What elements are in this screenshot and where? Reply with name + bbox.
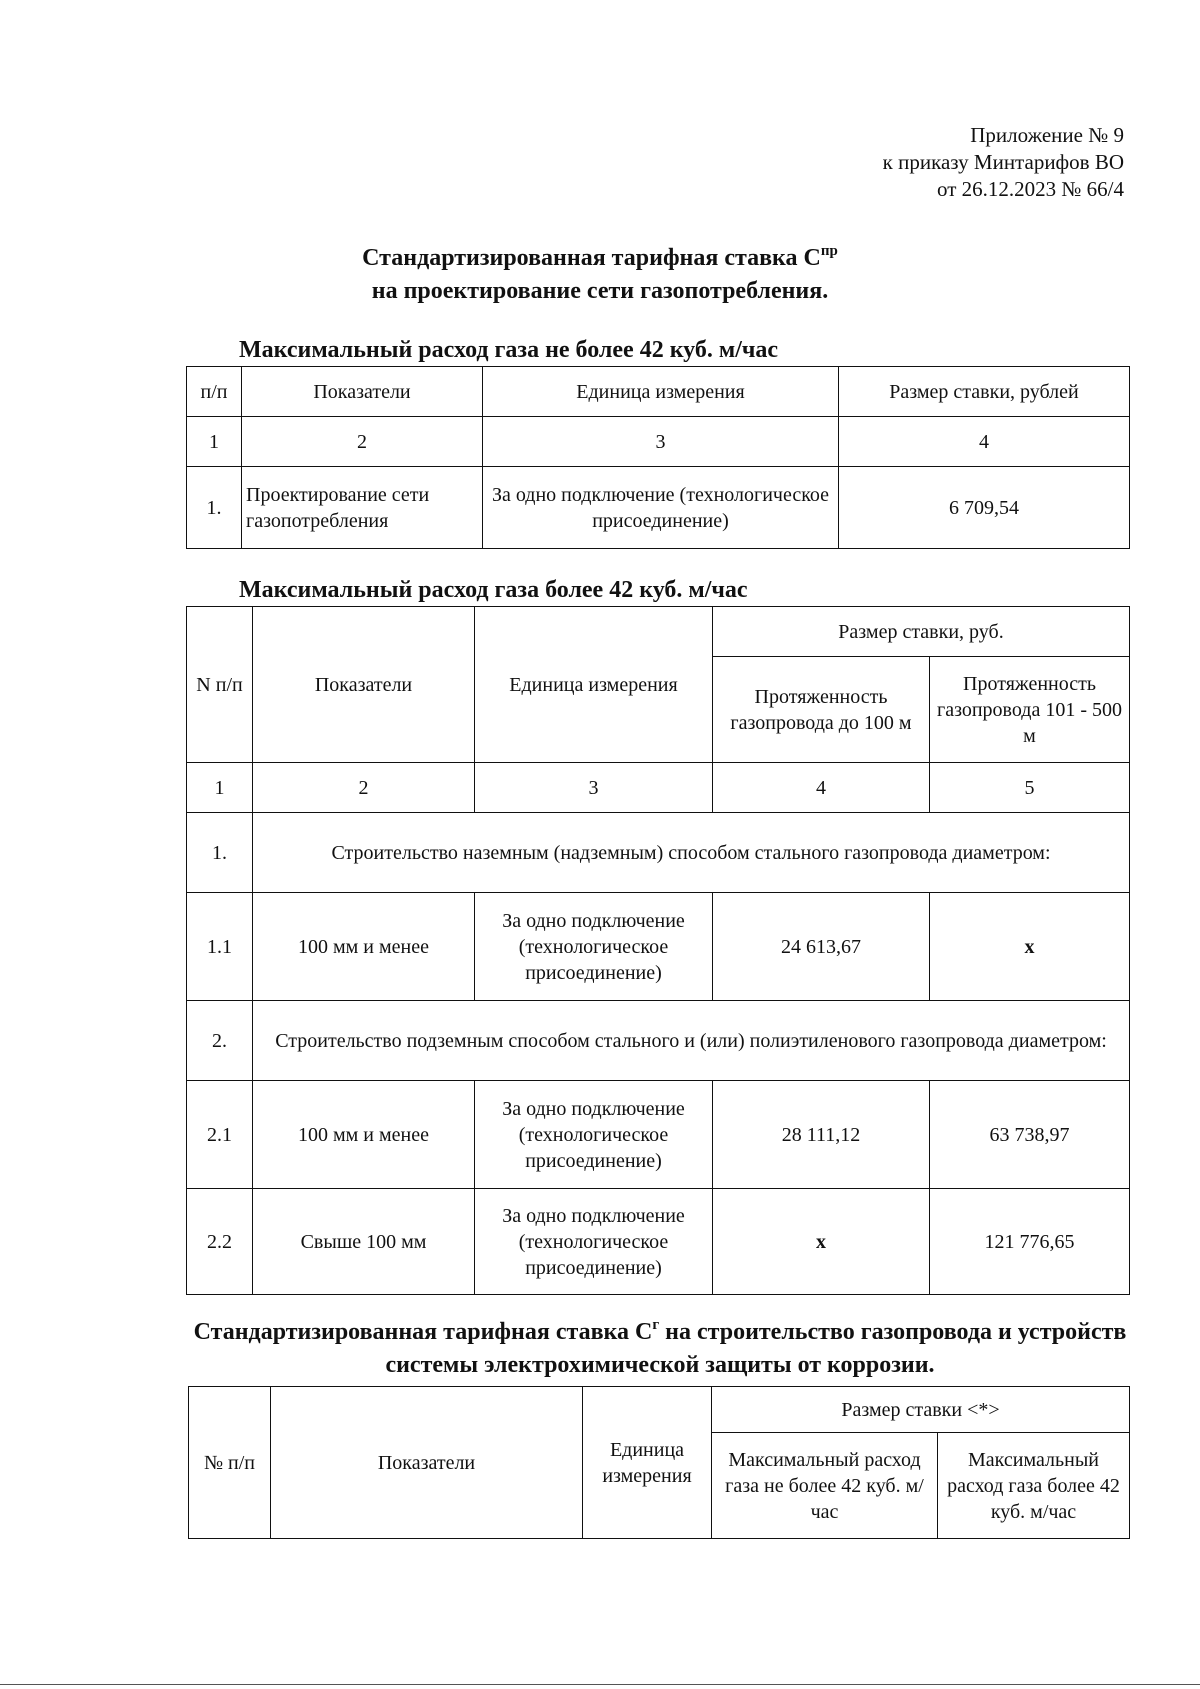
col-number: 4	[713, 763, 930, 813]
column-number-row	[187, 417, 1130, 467]
col-number: 1	[187, 763, 253, 813]
section-num: 2.	[187, 1001, 253, 1081]
col-number: 3	[475, 763, 713, 813]
corrosion-protection-rate-table	[188, 1386, 1130, 1539]
header-rate: Размер ставки, руб.	[713, 607, 1130, 657]
row-value-2: 63 738,97	[930, 1081, 1130, 1189]
header-indicator: Показатели	[242, 367, 483, 417]
header-num: N п/п	[187, 607, 253, 763]
table-row	[187, 1189, 1130, 1295]
header-length-101-500: Протяженность газопровода 101 - 500 м	[930, 657, 1130, 763]
col-number: 1	[187, 417, 242, 467]
section-text: Строительство подземным способом стального и (или) полиэтиленового газопровода диаметром:	[253, 1001, 1130, 1081]
table-header-row	[189, 1387, 1130, 1433]
appendix-order: к приказу Минтарифов ВО	[882, 150, 1124, 174]
construction-rate-table	[186, 606, 1130, 1295]
table-header-row	[187, 607, 1130, 657]
title-design-rate-line1: Стандартизированная тарифная ставка $C^{пр}$	[362, 243, 838, 271]
appendix-date: от 26.12.2023 № 66/4	[936, 177, 1124, 201]
row-value-2: х	[930, 893, 1130, 1001]
col-number: 2	[253, 763, 475, 813]
header-length-to-100: Протяженность газопровода до 100 м	[713, 657, 930, 763]
row-value: 6 709,54	[839, 467, 1130, 549]
row-num: 2.2	[187, 1189, 253, 1295]
page-bottom-divider	[0, 1684, 1200, 1685]
rate-superscript-g: г	[652, 1317, 660, 1333]
row-indicator: Проектирование сети газопотребления	[242, 467, 483, 549]
appendix-number: Приложение № 9	[970, 123, 1124, 147]
row-indicator: Свыше 100 мм	[253, 1189, 475, 1295]
title-design-rate-line2: на проектирование сети газопотребления.	[371, 278, 829, 304]
row-indicator: 100 мм и менее	[253, 893, 475, 1001]
header-rate: Размер ставки, рублей	[839, 367, 1130, 417]
row-num: 1.	[187, 467, 242, 549]
header-indicator: Показатели	[253, 607, 475, 763]
rate-superscript-pr: пр	[820, 243, 838, 259]
table-row	[187, 893, 1130, 1001]
row-value-1: 24 613,67	[713, 893, 930, 1001]
section-row	[187, 1001, 1130, 1081]
row-unit: За одно подключение (технологическое присоединение)	[483, 467, 839, 549]
header-unit: Единица измерения	[475, 607, 713, 763]
title-construction-rate: Стандартизированная тарифная ставка $C^г$ на строительство газопровода и устройств системы электрохимической защиты от коррозии.	[193, 1317, 1127, 1378]
header-unit: Единица измерения	[483, 367, 839, 417]
table1-subtitle: Максимальный расход газа не более 42 куб. м/час	[239, 337, 779, 363]
header-unit: Единица измерения	[583, 1387, 712, 1539]
header-rate: Размер ставки <*>	[712, 1387, 1130, 1433]
row-unit: За одно подключение (технологическое присоединение)	[475, 1081, 713, 1189]
header-num: п/п	[187, 367, 242, 417]
row-num: 1.1	[187, 893, 253, 1001]
header-max-not-more-42: Максимальный расход газа не более 42 куб. м/час	[712, 1433, 938, 1539]
row-unit: За одно подключение (технологическое присоединение)	[475, 893, 713, 1001]
row-value-1: 28 111,12	[713, 1081, 930, 1189]
column-number-row	[187, 763, 1130, 813]
col-number: 2	[242, 417, 483, 467]
title-design-rate	[0, 242, 1200, 308]
row-unit: За одно подключение (технологическое присоединение)	[475, 1189, 713, 1295]
section-text: Строительство наземным (надземным) способом стального газопровода диаметром:	[253, 813, 1130, 893]
col-number: 3	[483, 417, 839, 467]
section-num: 1.	[187, 813, 253, 893]
table-row	[187, 1081, 1130, 1189]
table-row	[187, 467, 1130, 549]
row-num: 2.1	[187, 1081, 253, 1189]
header-num: № п/п	[189, 1387, 271, 1539]
table2-subtitle: Максимальный расход газа более 42 куб. м/час	[239, 577, 748, 603]
table-header-row	[187, 367, 1130, 417]
col-number: 5	[930, 763, 1130, 813]
section-row	[187, 813, 1130, 893]
design-rate-table	[186, 366, 1130, 549]
header-max-more-42: Максимальный расход газа более 42 куб. м/час	[938, 1433, 1130, 1539]
row-indicator: 100 мм и менее	[253, 1081, 475, 1189]
header-indicator: Показатели	[271, 1387, 583, 1539]
row-value-1: х	[713, 1189, 930, 1295]
col-number: 4	[839, 417, 1130, 467]
row-value-2: 121 776,65	[930, 1189, 1130, 1295]
appendix-header	[883, 122, 1124, 203]
